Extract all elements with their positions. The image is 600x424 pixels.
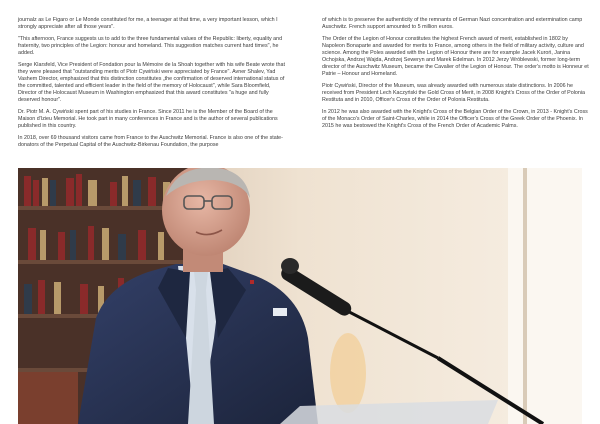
paragraph: of which is to preserve the authenticity of the remnants of German Nazi concentration and extermination camp Auschwitz. French support amounted to 5 million euros.	[322, 17, 583, 31]
window-light	[508, 168, 582, 424]
paragraph: journalz as Le Figaro or Le Monde constituted for me, a teenager at that time, a very important lesson, which I strongly appreciate after all those years".	[18, 17, 278, 31]
paragraph: Dr. Piotr M. A. Cywiński spent part of his studies in France. Since 2011 he is the Member of the Board of the Maison d'Izieu Memorial. He took part in many conferences in France and is the author of several publications published in this country.	[18, 108, 278, 129]
paragraph: The Order of the Legion of Honour constitutes the highest French award of merit, established in 1802 by Napoleon Bonaparte and awarded for merits to France, among others in the field of military activity, culture and science. Among the Poles awarded with the Legion of Honour there are for example Jacek Kuroń, Janina Ochojska, Andrzej Wajda, Andrzej Seweryn and Marek Edelman. In 2012 Jerzy Wróblewski, former long-term director of the Auschwitz Museum, became the Cavalier of the Legion of Honour. The order's motto is Honneur et Patrie – Honour and Homeland.	[322, 35, 589, 78]
pocket-square	[273, 308, 287, 316]
paragraph: Piotr Cywiński, Director of the Museum, was already awarded with numerous state distinctions. In 2006 he received from President Lech Kaczyński the Gold Cross of Merit, in 2008 Knight's Cross of the Order of Polonia Restituta and in 2010, Officer's Cross of the Order of Polonia Restituta.	[322, 82, 585, 104]
paragraph: In 2018, over 69 thousand visitors came from France to the Auschwitz Memorial. France is also one of the state-donators of the Perpetual Capital of the Auschwitz-Birkenau Foundation, the purpose	[18, 134, 283, 148]
speaker-photo-illustration	[18, 168, 582, 424]
article-left-column	[18, 17, 290, 153]
paragraph: Serge Klarsfeld, Vice President of Fondation pour la Mémoire de la Shoah together with his wife Beate wrote that they were pleased that "outstanding merits of Piotr Cywiński were appreciated by France". Avner Shalev, Yad Vashem Director, emphasized that this distinction constitutes „the confirmation of deserved international status of the committed, talented and efficient leader in the field of the memory of Holocaust", while Sara Bloomfield, Director of the Holocaust Museum in Washington emphasized that this award constitutes "a huge and fully deserved honour".	[18, 61, 285, 104]
paragraph: "This afternoon, France suggests us to add to the three fundamental values of the Republic: liberty, equality and fraternity, two principles of the Legion: honour and homeland. This suggestion matches current hard times", he added.	[18, 35, 283, 56]
lamp-glow	[330, 333, 366, 413]
article-right-column	[322, 17, 590, 135]
article-photo	[18, 168, 582, 424]
paragraph: In 2012 he was also awarded with the Knight's Cross of the Belgian Order of the Crown, in 2013 - Knight's Cross of the Monaco's Order of Saint-Charles, while in 2014 the Officer's Cross of the Greek Order of the Phoenix. In 2015 he was bestowed the Knight's Cross of the French Order of Academic Palms.	[322, 108, 588, 129]
